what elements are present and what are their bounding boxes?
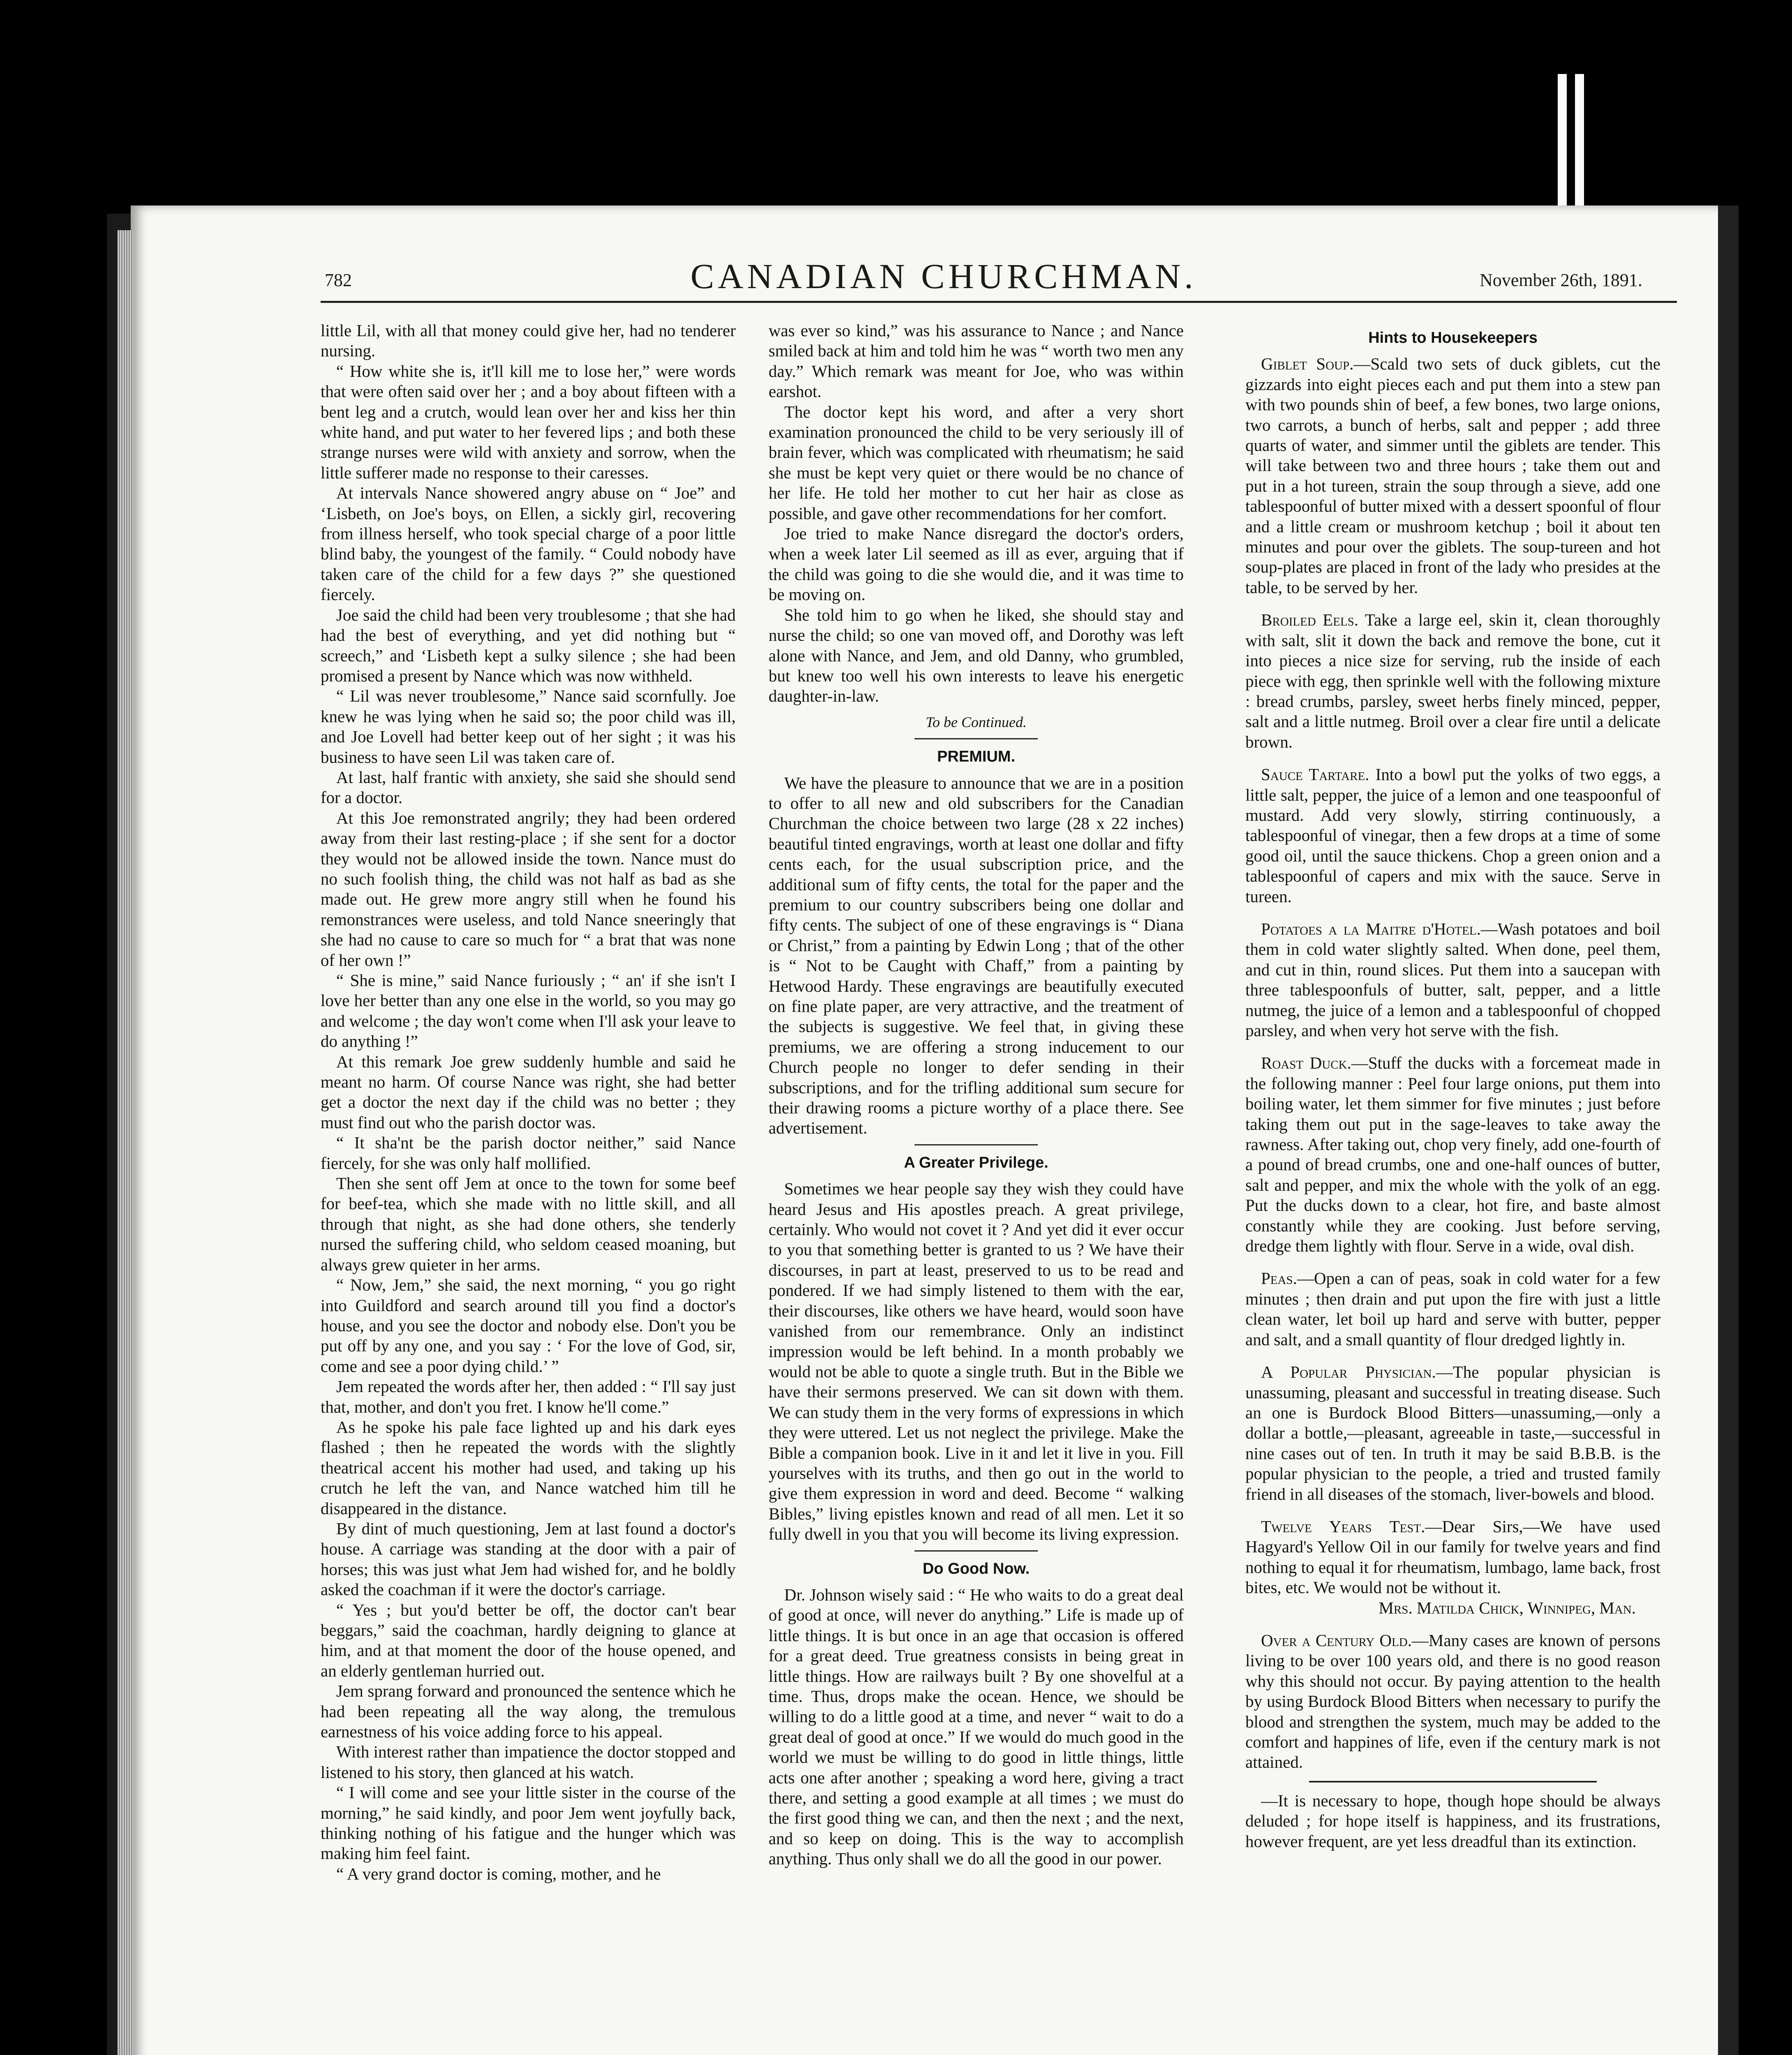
premium-heading: PREMIUM. <box>937 748 1015 766</box>
recipe-title: Roast Duck. <box>1261 1053 1351 1073</box>
ad-text: —Dear Sirs,—We have used Hagyard's Yellow Oil in our family for twelve years and find nothing to equal it for rheumatism, lumbago, lame back, frost bites, etc. We would not be without it. <box>1245 1517 1661 1597</box>
page-edges <box>118 230 134 2055</box>
recipe-peas <box>1245 1268 1660 1350</box>
recipe-giblet-soup <box>1245 354 1660 598</box>
recipe-broiled-eels <box>1245 610 1660 752</box>
story-paragraph: “ Yes ; but you'd better be off, the doctor can't bear beggars,” said the coachman, hardly deigning to glance at him, and at that moment the door of the house opened, and an elderly gentleman hurried out. <box>321 1600 736 1680</box>
story-paragraph: At this remark Joe grew suddenly humble and said he meant no harm. Of course Nance was right, she had better get a doctor the next day if the child was no better ; they must find out who the parish doctor was. <box>321 1052 736 1132</box>
story-paragraph: The doctor kept his word, and after a very short examination pronounced the child to be very seriously ill of brain fever, which was complicated with rheumatism; he said she must be kept very quiet or there would be no chance of her life. He told her mother to cut her hair as close as possible, and gave other recommendations for her comfort. <box>769 402 1184 523</box>
story-paragraph: little Lil, with all that money could give her, had no tenderer nursing. <box>321 321 736 360</box>
recipe-text: —Scald two sets of duck giblets, cut the gizzards into eight pieces each and put them into a stew pan with two pounds shin of beef, a few bones, two large onions, two carrots, a bunch of herbs, salt and pepper ; add three quarts of water, and simmer until the giblets are tender. This will take between two and three hours ; take them out and put in a hot tureen, strain the soup through a sieve, add one tablespoonful of butter mixed with a dessert spoonful of flour and a little cream or mushroom ketchup ; boil it about ten minutes and pour over the giblets. The soup-tureen and hot soup-plates are placed in front of the lady who presides at the table, to be served by her. <box>1245 354 1660 597</box>
premium-text: We have the pleasure to announce that we are in a position to offer to all new and old subscribers for the Canadian Churchman the choice between two large (28 x 22 inches) beautiful tinted engravings, worth at least one dollar and fifty cents each, for the usual subscription price, and the additional sum of fifty cents, the total for the paper and the premium to our country subscribers being one dollar and fifty cents. The subject of one of these engravings is “ Diana or Christ,” from a painting by Edwin Long ; that of the other is “ Not to be Caught with Chaff,” from a painting by Hetwood Hardy. These engravings are beautifully executed on fine plate paper, are very attractive, and the treatment of the subjects is suggestive. We feel that, in giving these premiums, we are offering a strong inducement to our Church people no longer to defer sending in their subscriptions, and for the trifling additional sum secure for their drawing rooms a picture worthy of a place there. See advertisement. <box>769 773 1184 1138</box>
story-paragraph: At intervals Nance showered angry abuse on “ Joe” and ‘Lisbeth, on Joe's boys, on Ellen, a sickly girl, recovering from illness herself, who took special charge of a poor little blind baby, the youngest of the family. “ Could nobody have taken care of the child for a few days ?” she questioned fiercely. <box>321 483 736 604</box>
column-1 <box>321 321 736 1884</box>
story-paragraph: “ Lil was never troublesome,” Nance said scornfully. Joe knew he was lying when he said so; the poor child was ill, and Joe Lovell had better keep out of her sight ; it was his business to have seen Lil was taken care of. <box>321 686 736 767</box>
story-paragraph: “ Now, Jem,” she said, the next morning, “ you go right into Guildford and search around till you find a doctor's house, and you see the doctor and nobody else. Don't you be put off by any one, and you say : ‘ For the love of God, sir, come and see a poor dying child.’ ” <box>321 1275 736 1376</box>
story-paragraph: With interest rather than impatience the doctor stopped and listened to his story, then glanced at his watch. <box>321 1742 736 1782</box>
book-right-edge <box>1718 206 1739 2055</box>
story-paragraph: Jem repeated the words after her, then added : “ I'll say just that, mother, and don't you fret. I know he'll come.” <box>321 1377 736 1416</box>
story-paragraph: was ever so kind,” was his assurance to Nance ; and Nance smiled back at him and told him he was “ worth two men any day.” Which remark was meant for Joe, who was within earshot. <box>769 321 1184 401</box>
issue-date: November 26th, 1891. <box>1480 270 1642 290</box>
section-divider <box>1309 1781 1597 1783</box>
hope-quote: —It is necessary to hope, though hope should be always deluded ; for hope itself is happiness, and its frustrations, however frequent, are yet less dreadful than its extinction. <box>1245 1791 1660 1851</box>
story-paragraph: Jem sprang forward and pronounced the sentence which he had been repeating all the way along, the tremulous earnestness of his voice adding force to his appeal. <box>321 1681 736 1741</box>
ad-twelve-years <box>1245 1517 1660 1598</box>
ad-title: Over a Century Old. <box>1261 1630 1412 1650</box>
column-3 <box>1245 321 1660 1852</box>
do-good-text: Dr. Johnson wisely said : “ He who waits to do a great deal of good at once, will never do anything.” Life is made up of little things. It is but once in an age that occasion is offered for a great deed. True greatness consists in being great in little things. How are railways built ? By one shovelful at a time. Thus, drops make the ocean. Hence, we should be willing to do a little good at a time, and never “ wait to do a great deal of good at once.” If we would do much good in the world we must be willing to do good in little things, little acts one after another ; speaking a word here, giving a tract there, and setting a good example at all times ; we must do the first good thing we can, and then the next ; and the next, and so keep on doing. This is the way to accomplish anything. Thus only shall we do all the good in our power. <box>769 1585 1184 1868</box>
header-rule <box>321 301 1677 303</box>
story-paragraph: “ She is mine,” said Nance furiously ; “ an' if she isn't I love her better than any one else in the world, so you may go and welcome ; the day won't come when I'll ask your leave to do anything !” <box>321 971 736 1051</box>
recipe-title: Peas. <box>1261 1269 1297 1288</box>
story-paragraph: At last, half frantic with anxiety, she said she should send for a doctor. <box>321 767 736 807</box>
housekeepers-heading: Hints to Housekeepers <box>1368 329 1538 346</box>
ad-text: —Many cases are known of persons living to be over 100 years old, and there is no good reason why this should not occur. By paying attention to the health by using Burdock Blood Bitters when necessary to purify the blood and strengthen the system, much may be added to the comfort and happines of life, even if the century mark is not attained. <box>1245 1630 1660 1772</box>
ad-text: —The popular physician is unassuming, pleasant and successful in treating disease. Such an one is Burdock Blood Bitters—unassuming,—only a dollar a bottle,—pleasant, agreeable in taste,—successful in nine cases out of ten. In truth it may be said B.B.B. is the popular physician to the people, a tried and trusted family friend in all diseases of the stomach, liver-bowels and blood. <box>1245 1362 1661 1503</box>
section-divider <box>914 738 1038 739</box>
story-paragraph: “ A very grand doctor is coming, mother, and he <box>336 1864 661 1883</box>
testimonial-signature: Mrs. Matilda Chick, Winnipeg, Man. <box>1379 1598 1636 1617</box>
story-paragraph: “ How white she is, it'll kill me to lose her,” were words that were often said over her ; and a boy about fifteen with a bent leg and a crutch, would lean over her and kiss her thin white hand, and put water to her fevered lips ; and both these strange nurses were wild with anxiety and sorrow, when the little sufferer made no response to their caresses. <box>321 361 736 482</box>
recipe-title: Sauce Tartare. <box>1261 765 1369 784</box>
ad-century-old <box>1245 1630 1660 1773</box>
recipe-potatoes <box>1245 919 1660 1041</box>
ad-title: Twelve Years Test. <box>1261 1517 1425 1536</box>
recipe-text: Take a large eel, skin it, clean thoroughly with salt, slit it down the back and remove the bone, cut it into pieces a nice size for serving, rub the inside of each piece with egg, then sprinkle well with the following mixture : bread crumbs, parsley, sweet herbs finely minced, pepper, salt and a little nutmeg. Broil over a clear fire until a delicate brown. <box>1245 610 1660 751</box>
page-number: 782 <box>325 270 352 290</box>
recipe-title: Giblet Soup. <box>1261 354 1354 374</box>
privilege-text: Sometimes we hear people say they wish they could have heard Jesus and His apostles preach. A great privilege, certainly. Who would not covet it ? And yet did it ever occur to you that something better is granted to us ? We have their discourses, in part at least, preserved to us to be read and pondered. If we had simply listened to them with the ear, their discourses, like others we have heard, would soon have vanished from our remembrance. Only an indistinct impression would be left behind. In a month probably we would not be able to quote a single truth. But in the Bible we have their sermons preserved. We can sit down with them. We can study them in the very forms of expressions in which they were uttered. Let us not neglect the privilege. Make the Bible a companion book. Live in it and let it live in you. Fill yourselves with its truths, and then go out in the world to give them expression in word and deed. Become “ walking Bibles,” living epistles known and read of all men. Let it so fully dwell in you that you will become its living expression. <box>769 1179 1184 1544</box>
story-paragraph: “ I will come and see your little sister in the course of the morning,” he said kindly, and poor Jem went joyfully back, thinking nothing of his fatigue and the hunger which was making him feel faint. <box>321 1783 736 1863</box>
recipe-text: —Stuff the ducks with a forcemeat made in the following manner : Peel four large onions, put them into boiling water, let them simmer for five minutes ; just before taking them out put in the sage-leaves to take away the rawness. After taking out, chop very finely, add one-fourth of a pound of bread crumbs, one and one-half ounces of butter, salt and pepper, and mix the whole with the yolk of an egg. Put the ducks down to a clear, hot fire, and baste almost constantly while they are cooking. Just before serving, dredge them lightly with flour. Serve in a wide, oval dish. <box>1245 1053 1660 1256</box>
story-paragraph: At this Joe remonstrated angrily; they had been ordered away from their last resting-place ; if she sent for a doctor they would not be allowed inside the town. Nance must do no such foolish thing, the child was not half as bad as she made out. He grew more angry still when he found his remonstrances were useless, and told Nance sneeringly that she had no cause to care so much for “ a brat that was none of her own !” <box>321 808 736 970</box>
column-2 <box>769 321 1184 1869</box>
ad-popular-physician <box>1245 1362 1660 1504</box>
to-be-continued: To be Continued. <box>926 713 1027 730</box>
section-divider <box>914 1144 1038 1145</box>
recipe-roast-duck <box>1245 1053 1660 1256</box>
masthead-title: CANADIAN CHURCHMAN. <box>690 256 1197 296</box>
ad-title: A Popular Physician. <box>1261 1362 1436 1382</box>
story-paragraph: Then she sent off Jem at once to the town for some beef for beef-tea, which she made with no little skill, and all through that night, as she had done others, she tenderly nursed the suffering child, who seldom ceased moaning, but always grew quieter in her arms. <box>321 1174 736 1274</box>
recipe-sauce-tartare <box>1245 764 1660 907</box>
story-paragraph: Joe said the child had been very troublesome ; that she had had the best of everything, and yet did nothing but “ screech,” and ‘Lisbeth kept a sulky silence ; she had been promised a present by Nance which was now withheld. <box>321 605 736 685</box>
recipe-title: Potatoes a la Maitre d'Hotel. <box>1261 919 1481 938</box>
story-paragraph: As he spoke his pale face lighted up and his dark eyes flashed ; then he repeated the words with the slightly theatrical accent his mother had used, and taking up his crutch he left the van, and Nance watched him till he disappeared in the distance. <box>321 1417 736 1518</box>
story-paragraph: By dint of much questioning, Jem at last found a doctor's house. A carriage was standing at the door with a pair of horses; this was just what Jem had wished for, and he boldly asked the coachman if it were the doctor's carriage. <box>321 1519 736 1599</box>
do-good-heading: Do Good Now. <box>922 1560 1030 1577</box>
story-paragraph: “ It sha'nt be the parish doctor neither,” said Nance fiercely, for she was only half mollified. <box>321 1133 736 1173</box>
recipe-title: Broiled Eels. <box>1261 610 1358 630</box>
section-divider <box>914 1550 1038 1552</box>
microfilm-mark <box>1558 74 1567 206</box>
recipe-text: —Open a can of peas, soak in cold water for a few minutes ; then drain and put upon the fire with just a little clean water, let boil up hard and serve with butter, pepper and salt, and a small quantity of flour dredged lightly in. <box>1245 1269 1660 1349</box>
recipe-text: —Wash potatoes and boil them in cold water slightly salted. When done, peel them, and cut in thin, round slices. Put them into a saucepan with three tablespoonfuls of butter, salt, pepper, and a little nutmeg, the juice of a lemon and a tablespoonful of chopped parsley, and when very hot serve with the fish. <box>1245 919 1660 1040</box>
recipe-text: Into a bowl put the yolks of two eggs, a little salt, pepper, the juice of a lemon and one teaspoonful of mustard. Add very slowly, stirring continuously, a tablespoonful of vinegar, then a few drops at a time of some good oil, until the sauce thickens. Chop a green onion and a tablespoonful of capers and mix with the sauce. Serve in tureen. <box>1245 765 1660 906</box>
story-paragraph: She told him to go when he liked, she should stay and nurse the child; so one van moved off, and Dorothy was left alone with Nance, and Jem, and old Danny, who grumbled, but knew too well his own interests to leave his energetic daughter-in-law. <box>769 605 1184 706</box>
microfilm-mark <box>1575 74 1584 206</box>
story-paragraph: Joe tried to make Nance disregard the doctor's orders, when a week later Lil seemed as ill as ever, arguing that if the child was going to die she would die, and it was time to be moving on. <box>769 524 1184 604</box>
privilege-heading: A Greater Privilege. <box>904 1154 1048 1171</box>
